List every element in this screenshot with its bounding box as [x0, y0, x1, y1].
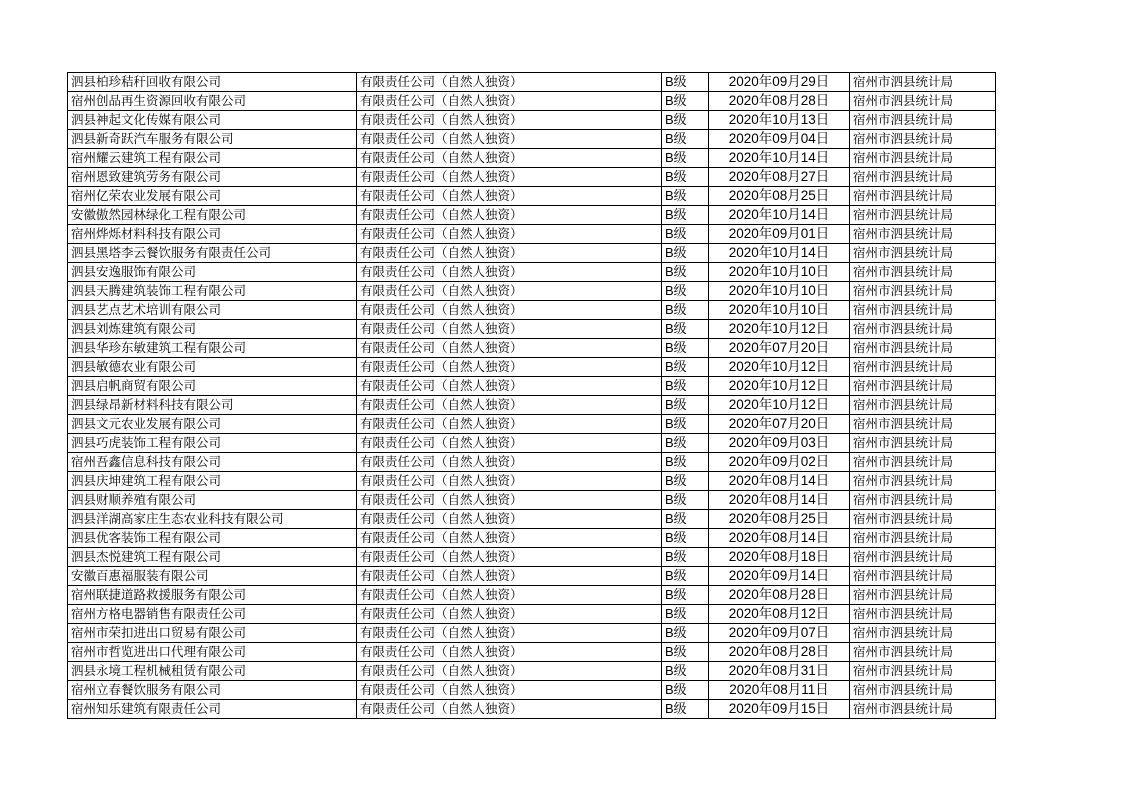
- company-type-cell: 有限责任公司（自然人独资）: [357, 225, 662, 244]
- company-type-cell: 有限责任公司（自然人独资）: [357, 586, 662, 605]
- company-type-cell: 有限责任公司（自然人独资）: [357, 681, 662, 700]
- table-row: [68, 73, 996, 92]
- company-name-cell: 宿州吾鑫信息科技有限公司: [68, 453, 357, 472]
- company-type-cell: 有限责任公司（自然人独资）: [357, 529, 662, 548]
- authority-cell: 宿州市泗县统计局: [850, 301, 996, 320]
- authority-cell: 宿州市泗县统计局: [850, 548, 996, 567]
- company-name-cell: 泗县天腾建筑装饰工程有限公司: [68, 282, 357, 301]
- authority-cell: 宿州市泗县统计局: [850, 73, 996, 92]
- rating-date-cell: 2020年09月15日: [709, 700, 850, 719]
- table-row: [68, 415, 996, 434]
- authority-cell: 宿州市泗县统计局: [850, 453, 996, 472]
- rating-date-cell: 2020年08月25日: [709, 187, 850, 206]
- credit-level-cell: B级: [662, 491, 709, 510]
- credit-level-cell: B级: [662, 586, 709, 605]
- company-name-cell: 泗县绿昂新材料科技有限公司: [68, 396, 357, 415]
- table-row: [68, 548, 996, 567]
- authority-cell: 宿州市泗县统计局: [850, 320, 996, 339]
- rating-date-cell: 2020年10月10日: [709, 263, 850, 282]
- company-name-cell: 安徽百惠福服装有限公司: [68, 567, 357, 586]
- table-row: [68, 700, 996, 719]
- company-name-cell: 泗县敏德农业有限公司: [68, 358, 357, 377]
- credit-level-cell: B级: [662, 377, 709, 396]
- authority-cell: 宿州市泗县统计局: [850, 510, 996, 529]
- company-type-cell: 有限责任公司（自然人独资）: [357, 700, 662, 719]
- company-type-cell: 有限责任公司（自然人独资）: [357, 548, 662, 567]
- credit-level-cell: B级: [662, 73, 709, 92]
- company-type-cell: 有限责任公司（自然人独资）: [357, 320, 662, 339]
- table-row: [68, 320, 996, 339]
- authority-cell: 宿州市泗县统计局: [850, 624, 996, 643]
- company-name-cell: 泗县永境工程机械租赁有限公司: [68, 662, 357, 681]
- rating-date-cell: 2020年10月12日: [709, 358, 850, 377]
- rating-date-cell: 2020年09月29日: [709, 73, 850, 92]
- credit-level-cell: B级: [662, 415, 709, 434]
- company-name-cell: 安徽傲然园林绿化工程有限公司: [68, 206, 357, 225]
- table-row: [68, 358, 996, 377]
- table-row: [68, 282, 996, 301]
- company-name-cell: 泗县庆坤建筑工程有限公司: [68, 472, 357, 491]
- table-body: [68, 73, 996, 719]
- company-type-cell: 有限责任公司（自然人独资）: [357, 624, 662, 643]
- rating-date-cell: 2020年08月28日: [709, 586, 850, 605]
- rating-date-cell: 2020年09月02日: [709, 453, 850, 472]
- rating-date-cell: 2020年10月12日: [709, 396, 850, 415]
- authority-cell: 宿州市泗县统计局: [850, 282, 996, 301]
- authority-cell: 宿州市泗县统计局: [850, 491, 996, 510]
- company-type-cell: 有限责任公司（自然人独资）: [357, 567, 662, 586]
- credit-level-cell: B级: [662, 339, 709, 358]
- authority-cell: 宿州市泗县统计局: [850, 643, 996, 662]
- rating-date-cell: 2020年10月14日: [709, 206, 850, 225]
- table-row: [68, 206, 996, 225]
- credit-level-cell: B级: [662, 548, 709, 567]
- credit-level-cell: B级: [662, 358, 709, 377]
- authority-cell: 宿州市泗县统计局: [850, 681, 996, 700]
- authority-cell: 宿州市泗县统计局: [850, 92, 996, 111]
- company-type-cell: 有限责任公司（自然人独资）: [357, 187, 662, 206]
- table-row: [68, 130, 996, 149]
- rating-date-cell: 2020年10月10日: [709, 282, 850, 301]
- authority-cell: 宿州市泗县统计局: [850, 605, 996, 624]
- rating-date-cell: 2020年08月12日: [709, 605, 850, 624]
- company-name-cell: 泗县启帆商贸有限公司: [68, 377, 357, 396]
- rating-date-cell: 2020年08月27日: [709, 168, 850, 187]
- company-type-cell: 有限责任公司（自然人独资）: [357, 510, 662, 529]
- authority-cell: 宿州市泗县统计局: [850, 700, 996, 719]
- company-name-cell: 宿州市哲览进出口代理有限公司: [68, 643, 357, 662]
- authority-cell: 宿州市泗县统计局: [850, 567, 996, 586]
- company-name-cell: 宿州立春餐饮服务有限公司: [68, 681, 357, 700]
- authority-cell: 宿州市泗县统计局: [850, 472, 996, 491]
- company-name-cell: 泗县新奇跃汽车服务有限公司: [68, 130, 357, 149]
- company-name-cell: 泗县优客装饰工程有限公司: [68, 529, 357, 548]
- company-type-cell: 有限责任公司（自然人独资）: [357, 111, 662, 130]
- credit-level-cell: B级: [662, 263, 709, 282]
- rating-date-cell: 2020年08月14日: [709, 491, 850, 510]
- authority-cell: 宿州市泗县统计局: [850, 244, 996, 263]
- company-type-cell: 有限责任公司（自然人独资）: [357, 453, 662, 472]
- credit-level-cell: B级: [662, 396, 709, 415]
- company-name-cell: 宿州亿荣农业发展有限公司: [68, 187, 357, 206]
- rating-date-cell: 2020年07月20日: [709, 339, 850, 358]
- company-type-cell: 有限责任公司（自然人独资）: [357, 263, 662, 282]
- rating-date-cell: 2020年08月18日: [709, 548, 850, 567]
- authority-cell: 宿州市泗县统计局: [850, 225, 996, 244]
- credit-level-cell: B级: [662, 453, 709, 472]
- credit-level-cell: B级: [662, 643, 709, 662]
- company-type-cell: 有限责任公司（自然人独资）: [357, 282, 662, 301]
- credit-level-cell: B级: [662, 662, 709, 681]
- rating-date-cell: 2020年09月03日: [709, 434, 850, 453]
- table-row: [68, 605, 996, 624]
- company-name-cell: 泗县华珍东敏建筑工程有限公司: [68, 339, 357, 358]
- credit-level-cell: B级: [662, 187, 709, 206]
- credit-level-cell: B级: [662, 472, 709, 491]
- credit-level-cell: B级: [662, 301, 709, 320]
- rating-date-cell: 2020年08月14日: [709, 529, 850, 548]
- credit-level-cell: B级: [662, 244, 709, 263]
- credit-level-cell: B级: [662, 529, 709, 548]
- company-name-cell: 泗县杰悦建筑工程有限公司: [68, 548, 357, 567]
- company-type-cell: 有限责任公司（自然人独资）: [357, 377, 662, 396]
- company-name-cell: 宿州知乐建筑有限责任公司: [68, 700, 357, 719]
- rating-date-cell: 2020年08月14日: [709, 472, 850, 491]
- table-row: [68, 491, 996, 510]
- table-row: [68, 187, 996, 206]
- company-name-cell: 泗县巧虎装饰工程有限公司: [68, 434, 357, 453]
- authority-cell: 宿州市泗县统计局: [850, 111, 996, 130]
- authority-cell: 宿州市泗县统计局: [850, 187, 996, 206]
- credit-level-cell: B级: [662, 605, 709, 624]
- rating-date-cell: 2020年10月10日: [709, 301, 850, 320]
- company-name-cell: 泗县刘炼建筑有限公司: [68, 320, 357, 339]
- credit-level-cell: B级: [662, 206, 709, 225]
- authority-cell: 宿州市泗县统计局: [850, 168, 996, 187]
- company-name-cell: 泗县财顺养殖有限公司: [68, 491, 357, 510]
- authority-cell: 宿州市泗县统计局: [850, 358, 996, 377]
- rating-date-cell: 2020年08月28日: [709, 92, 850, 111]
- company-name-cell: 宿州市荣扣进出口贸易有限公司: [68, 624, 357, 643]
- company-type-cell: 有限责任公司（自然人独资）: [357, 92, 662, 111]
- credit-level-cell: B级: [662, 434, 709, 453]
- credit-level-cell: B级: [662, 510, 709, 529]
- company-name-cell: 宿州联捷道路救援服务有限公司: [68, 586, 357, 605]
- rating-date-cell: 2020年10月12日: [709, 320, 850, 339]
- authority-cell: 宿州市泗县统计局: [850, 377, 996, 396]
- rating-date-cell: 2020年10月14日: [709, 149, 850, 168]
- company-name-cell: 宿州创品再生资源回收有限公司: [68, 92, 357, 111]
- company-type-cell: 有限责任公司（自然人独资）: [357, 643, 662, 662]
- credit-rating-table: [67, 72, 996, 719]
- table-row: [68, 434, 996, 453]
- company-name-cell: 泗县文元农业发展有限公司: [68, 415, 357, 434]
- credit-level-cell: B级: [662, 320, 709, 339]
- table-row: [68, 339, 996, 358]
- table-row: [68, 396, 996, 415]
- table-row: [68, 681, 996, 700]
- authority-cell: 宿州市泗县统计局: [850, 662, 996, 681]
- credit-level-cell: B级: [662, 168, 709, 187]
- credit-level-cell: B级: [662, 92, 709, 111]
- table-row: [68, 567, 996, 586]
- rating-date-cell: 2020年08月11日: [709, 681, 850, 700]
- company-type-cell: 有限责任公司（自然人独资）: [357, 130, 662, 149]
- credit-level-cell: B级: [662, 225, 709, 244]
- rating-date-cell: 2020年08月25日: [709, 510, 850, 529]
- company-name-cell: 宿州方格电器销售有限责任公司: [68, 605, 357, 624]
- credit-level-cell: B级: [662, 130, 709, 149]
- company-type-cell: 有限责任公司（自然人独资）: [357, 605, 662, 624]
- table-row: [68, 586, 996, 605]
- rating-date-cell: 2020年10月14日: [709, 244, 850, 263]
- company-type-cell: 有限责任公司（自然人独资）: [357, 662, 662, 681]
- credit-level-cell: B级: [662, 149, 709, 168]
- company-type-cell: 有限责任公司（自然人独资）: [357, 168, 662, 187]
- table-row: [68, 624, 996, 643]
- rating-date-cell: 2020年09月14日: [709, 567, 850, 586]
- credit-level-cell: B级: [662, 111, 709, 130]
- company-type-cell: 有限责任公司（自然人独资）: [357, 149, 662, 168]
- authority-cell: 宿州市泗县统计局: [850, 434, 996, 453]
- authority-cell: 宿州市泗县统计局: [850, 206, 996, 225]
- rating-date-cell: 2020年09月04日: [709, 130, 850, 149]
- table-row: [68, 662, 996, 681]
- authority-cell: 宿州市泗县统计局: [850, 130, 996, 149]
- authority-cell: 宿州市泗县统计局: [850, 339, 996, 358]
- authority-cell: 宿州市泗县统计局: [850, 586, 996, 605]
- company-name-cell: 泗县安逸服饰有限公司: [68, 263, 357, 282]
- table-row: [68, 149, 996, 168]
- company-type-cell: 有限责任公司（自然人独资）: [357, 358, 662, 377]
- table-row: [68, 472, 996, 491]
- company-type-cell: 有限责任公司（自然人独资）: [357, 301, 662, 320]
- company-type-cell: 有限责任公司（自然人独资）: [357, 415, 662, 434]
- credit-level-cell: B级: [662, 282, 709, 301]
- table-row: [68, 111, 996, 130]
- company-type-cell: 有限责任公司（自然人独资）: [357, 73, 662, 92]
- table-row: [68, 453, 996, 472]
- company-name-cell: 宿州耀云建筑工程有限公司: [68, 149, 357, 168]
- table-row: [68, 643, 996, 662]
- credit-level-cell: B级: [662, 624, 709, 643]
- credit-level-cell: B级: [662, 567, 709, 586]
- authority-cell: 宿州市泗县统计局: [850, 529, 996, 548]
- rating-date-cell: 2020年08月28日: [709, 643, 850, 662]
- company-name-cell: 宿州恩致建筑劳务有限公司: [68, 168, 357, 187]
- authority-cell: 宿州市泗县统计局: [850, 263, 996, 282]
- rating-date-cell: 2020年10月13日: [709, 111, 850, 130]
- company-type-cell: 有限责任公司（自然人独资）: [357, 339, 662, 358]
- table-row: [68, 225, 996, 244]
- authority-cell: 宿州市泗县统计局: [850, 149, 996, 168]
- company-name-cell: 泗县洋湖高家庄生态农业科技有限公司: [68, 510, 357, 529]
- credit-level-cell: B级: [662, 681, 709, 700]
- table-row: [68, 92, 996, 111]
- company-name-cell: 宿州烨烁材料科技有限公司: [68, 225, 357, 244]
- company-type-cell: 有限责任公司（自然人独资）: [357, 434, 662, 453]
- rating-date-cell: 2020年09月01日: [709, 225, 850, 244]
- company-name-cell: 泗县黑塔李云餐饮服务有限责任公司: [68, 244, 357, 263]
- rating-date-cell: 2020年07月20日: [709, 415, 850, 434]
- company-name-cell: 泗县柏珍秸秆回收有限公司: [68, 73, 357, 92]
- authority-cell: 宿州市泗县统计局: [850, 396, 996, 415]
- rating-date-cell: 2020年10月12日: [709, 377, 850, 396]
- company-type-cell: 有限责任公司（自然人独资）: [357, 206, 662, 225]
- company-name-cell: 泗县神起文化传媒有限公司: [68, 111, 357, 130]
- table-row: [68, 168, 996, 187]
- table-row: [68, 244, 996, 263]
- table-row: [68, 263, 996, 282]
- table-row: [68, 377, 996, 396]
- table-row: [68, 529, 996, 548]
- authority-cell: 宿州市泗县统计局: [850, 415, 996, 434]
- credit-level-cell: B级: [662, 700, 709, 719]
- table-row: [68, 301, 996, 320]
- rating-date-cell: 2020年09月07日: [709, 624, 850, 643]
- company-type-cell: 有限责任公司（自然人独资）: [357, 472, 662, 491]
- rating-date-cell: 2020年08月31日: [709, 662, 850, 681]
- table-row: [68, 510, 996, 529]
- company-name-cell: 泗县艺点艺术培训有限公司: [68, 301, 357, 320]
- company-type-cell: 有限责任公司（自然人独资）: [357, 244, 662, 263]
- company-type-cell: 有限责任公司（自然人独资）: [357, 396, 662, 415]
- company-type-cell: 有限责任公司（自然人独资）: [357, 491, 662, 510]
